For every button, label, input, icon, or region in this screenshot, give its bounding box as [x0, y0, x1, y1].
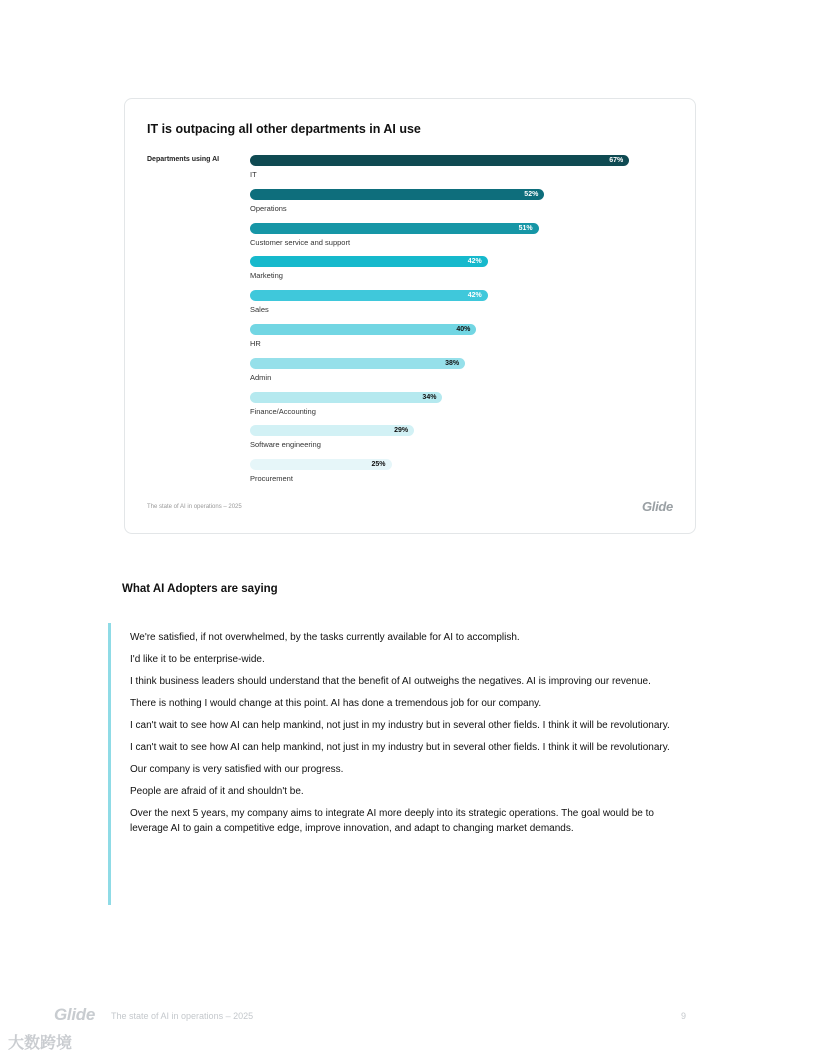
bar-chart	[125, 99, 697, 535]
quote-item: We're satisfied, if not overwhelmed, by the tasks currently available for AI to accomplish.	[130, 632, 520, 643]
bar-category-label: Operations	[250, 203, 287, 213]
quote-item: I think business leaders should understand that the benefit of AI outweighs the negatives. AI is improving our revenue.	[130, 676, 651, 687]
bar-value-label: 25%	[371, 461, 386, 469]
bar-category-label: Customer service and support	[250, 237, 351, 247]
glide-logo: Glide	[54, 1005, 96, 1024]
bar	[250, 155, 629, 166]
section-title: What AI Adopters are saying	[122, 583, 278, 595]
bar-value-label: 42%	[467, 292, 482, 300]
quote-item: Our company is very satisfied with our progress.	[130, 764, 344, 775]
bar-value-label: 52%	[524, 190, 539, 198]
quote-item: I can't wait to see how AI can help mankind, not just in my industry but in several other fields. I think it will be revolutionary.	[130, 720, 670, 731]
bar-value-label: 40%	[456, 326, 471, 333]
bar-value-label: 51%	[518, 224, 533, 232]
bar-value-label: 67%	[609, 157, 624, 164]
quotes-block	[108, 623, 688, 905]
bar	[250, 392, 442, 403]
bar	[250, 290, 488, 301]
bar-value-label: 29%	[394, 427, 409, 435]
bar	[250, 256, 488, 267]
page-footer-text: The state of AI in operations – 2025	[111, 1011, 254, 1021]
bar-value-label: 38%	[445, 359, 460, 367]
quote-item: There is nothing I would change at this point. AI has done a tremendous job for our company.	[130, 698, 542, 709]
bar-value-label: 42%	[467, 258, 482, 266]
quote-item: People are afraid of it and shouldn't be.	[130, 786, 304, 797]
bar-category-label: HR	[250, 339, 261, 348]
bar	[250, 358, 465, 369]
bar	[250, 223, 539, 234]
quote-item: I'd like it to be enterprise-wide.	[130, 654, 265, 665]
glide-logo: Glide	[641, 499, 673, 514]
quote-item: I can't wait to see how AI can help mankind, not just in my industry but in several other fields. I think it will be revolutionary.	[130, 742, 670, 753]
chart-side-label: Departments using AI	[147, 156, 220, 163]
bar-category-label: Finance/Accounting	[250, 406, 316, 416]
bar	[250, 324, 476, 335]
bar-category-label: Admin	[250, 372, 272, 382]
bar-value-label: 34%	[422, 393, 437, 401]
bar	[250, 189, 544, 200]
chart-card	[124, 98, 696, 534]
page-number: 9	[680, 1011, 686, 1021]
bar-category-label: Procurement	[250, 474, 293, 484]
chart-title: IT is outpacing all other departments in AI use	[147, 122, 421, 136]
quote-item: Over the next 5 years, my company aims to integrate AI more deeply into its strategic operations. The goal would be to leverage AI to gain a competitive edge, improve innovation, and adapt to changing market demands.	[130, 808, 654, 834]
watermark: 大数跨境	[8, 1035, 73, 1052]
card-footer-text: The state of AI in operations – 2025	[147, 504, 242, 510]
bar-category-label: Sales	[250, 305, 269, 315]
page-footer	[54, 1005, 694, 1027]
bar	[250, 459, 392, 470]
bar-category-label: IT	[250, 170, 257, 179]
bar	[250, 425, 414, 436]
bar-category-label: Software engineering	[250, 440, 321, 450]
bar-category-label: Marketing	[250, 271, 283, 281]
